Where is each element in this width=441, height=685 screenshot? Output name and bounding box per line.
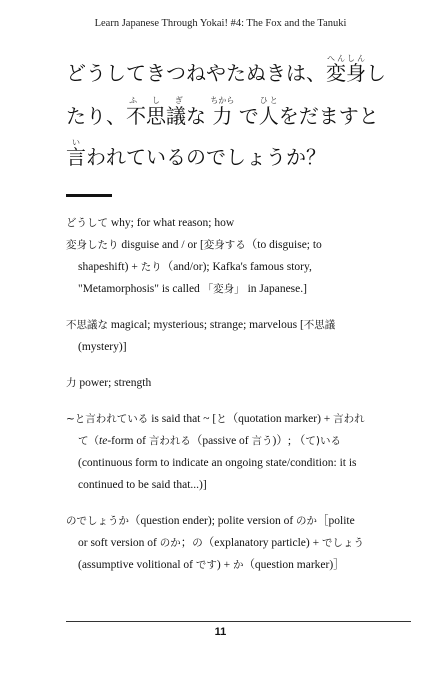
vocab-definition: magical; mysterious; strange; marvelous [ xyxy=(108,319,304,331)
ruby-hito: ひと xyxy=(258,96,279,105)
vocab-definition: （question ender); polite version of xyxy=(129,515,297,527)
vocab-line xyxy=(66,212,416,234)
vocabulary-list xyxy=(66,212,416,590)
vocab-line xyxy=(66,278,416,300)
vocab-definition: （explanatory particle) + xyxy=(202,537,322,549)
vocab-line xyxy=(66,372,416,394)
question-text: たり、 xyxy=(66,104,126,128)
vocab-definition: )）; （ xyxy=(272,435,306,447)
footer-divider xyxy=(66,621,411,622)
vocab-definition: -form of xyxy=(107,435,149,447)
vocab-line: continued to be said that...)] xyxy=(78,479,207,491)
question-line-2 xyxy=(66,96,411,136)
vocab-line xyxy=(66,554,416,576)
furigana-chikara xyxy=(210,96,235,128)
vocab-definition: （to disguise; to xyxy=(245,239,322,251)
question-text: な xyxy=(186,104,213,128)
vocab-italic: te xyxy=(99,435,108,447)
vocab-entry-henshin xyxy=(66,234,416,300)
vocab-term: のでしょうか xyxy=(66,515,129,527)
question-text: し xyxy=(366,61,386,85)
vocab-jp: たり xyxy=(140,261,162,273)
furigana-henshin xyxy=(326,54,366,85)
vocab-term: ~と言われている xyxy=(66,413,149,425)
vocab-definition: （quotation marker) + xyxy=(226,413,334,425)
vocab-jp: か xyxy=(232,559,244,571)
kanji-fushigi: 不思議 xyxy=(126,104,186,128)
kanji-hito: 人 xyxy=(258,104,279,128)
vocab-jp: 「変身」 xyxy=(202,283,245,295)
vocab-definition: why; for what reason; how xyxy=(108,217,235,229)
ruby-fushigi: ふ し ぎ xyxy=(126,96,186,105)
vocab-entry-doshite xyxy=(66,212,416,234)
vocab-definition: （and/or); Kafka's famous story, xyxy=(161,261,312,273)
furigana-fushigi xyxy=(126,96,186,128)
vocab-definition: （passive of xyxy=(190,435,252,447)
question-line-3 xyxy=(66,138,411,178)
main-question xyxy=(66,54,411,178)
vocab-jp: 言う xyxy=(251,435,273,447)
vocab-definition: "Metamorphosis" is called xyxy=(78,283,203,295)
vocab-jp: て（ xyxy=(78,435,99,447)
vocab-line xyxy=(66,408,416,430)
vocab-term: 変身したり xyxy=(66,239,119,251)
vocab-line xyxy=(66,510,416,532)
vocab-jp: 言われ xyxy=(333,413,365,425)
ruby-henshin: へんしん xyxy=(326,54,366,63)
kanji-henshin: 変身 xyxy=(326,61,366,85)
vocab-jp: の xyxy=(192,537,203,549)
vocab-jp: て)いる xyxy=(305,435,342,447)
page-number: 11 xyxy=(214,626,227,638)
vocab-entry-chikara xyxy=(66,372,416,394)
vocab-line: (mystery)] xyxy=(78,341,127,353)
vocab-line xyxy=(66,256,416,278)
vocab-jp: です xyxy=(195,559,217,571)
vocab-term: 不思議な xyxy=(66,319,108,331)
vocab-definition: in Japanese.] xyxy=(244,283,307,295)
question-text: で xyxy=(232,104,259,128)
kanji-chikara: 力 xyxy=(210,104,235,128)
question-text: どうしてきつねやたぬきは、 xyxy=(66,61,326,85)
vocab-definition: disguise and / or [ xyxy=(118,239,204,251)
vocab-definition: shapeshift) + xyxy=(78,261,141,273)
vocab-jp: でしょう xyxy=(321,537,364,549)
vocab-definition: power; strength xyxy=(76,377,152,389)
vocab-entry-nodeshouka xyxy=(66,510,416,576)
vocab-line xyxy=(66,430,416,452)
vocab-jp: 変身する xyxy=(203,239,246,251)
vocab-jp: のか xyxy=(296,515,318,527)
furigana-iwa xyxy=(66,138,86,169)
vocab-term: 力 xyxy=(66,377,77,389)
vocab-jp: 不思議 xyxy=(303,319,336,331)
question-text: われているのでしょうか？ xyxy=(86,145,326,169)
vocab-line xyxy=(66,314,416,336)
running-header: Learn Japanese Through Yokai! #4: The Fox and the Tanuki xyxy=(94,18,347,29)
vocab-line: (continuous form to indicate an ongoing state/condition: it is xyxy=(78,457,357,469)
vocab-jp: のか xyxy=(159,537,181,549)
vocab-line xyxy=(66,532,416,554)
question-line-1 xyxy=(66,54,411,94)
vocab-jp: と xyxy=(216,413,227,425)
vocab-definition: ； xyxy=(180,537,193,549)
vocab-term: どうして xyxy=(66,217,108,229)
vocab-definition: (assumptive volitional of xyxy=(78,559,196,571)
kanji-iwa: 言 xyxy=(66,145,86,169)
vocab-definition: ) + xyxy=(216,559,233,571)
vocab-entry-fushigi xyxy=(66,314,416,358)
section-divider xyxy=(66,194,112,197)
furigana-hito xyxy=(258,96,279,128)
ruby-iwa: い xyxy=(66,138,86,147)
vocab-definition: （question marker)］ xyxy=(243,559,345,571)
vocab-entry-iwareteiru xyxy=(66,408,416,496)
vocab-definition: or soft version of xyxy=(78,537,160,549)
question-text: をだますと xyxy=(278,104,379,128)
ruby-chikara: ちから xyxy=(210,96,235,105)
vocab-line xyxy=(66,234,416,256)
vocab-definition: ［polite xyxy=(317,515,355,527)
vocab-jp: 言われる xyxy=(148,435,191,447)
vocab-definition: is said that ~ [ xyxy=(148,413,217,425)
